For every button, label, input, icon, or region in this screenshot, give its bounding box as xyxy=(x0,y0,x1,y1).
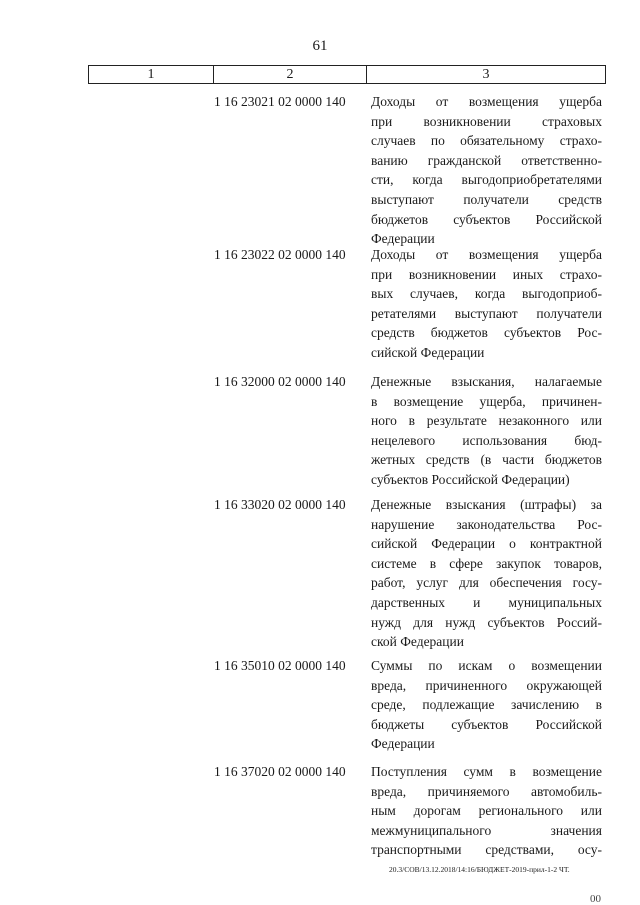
description-line: бюджетов субъектов Российской xyxy=(371,211,602,227)
page-number: 61 xyxy=(312,38,328,54)
description-line: Федерации xyxy=(371,231,435,247)
header-col-1: 1 xyxy=(89,66,214,83)
description-line: при возникновении иных страхо- xyxy=(371,266,602,282)
header-col-3: 3 xyxy=(482,66,490,82)
revenue-description xyxy=(371,372,602,490)
description-line: при возникновении страховых xyxy=(371,113,602,129)
description-line: среде, подлежащие зачислению в xyxy=(371,697,602,713)
description-line: субъектов Российской Федерации) xyxy=(371,471,570,487)
description-line: средств бюджетов субъектов Рос- xyxy=(371,325,602,341)
description-line: в возмещение ущерба, причинен- xyxy=(371,393,602,409)
header-col-2: 2 xyxy=(214,66,367,83)
description-line: вых случаев, когда выгодоприоб- xyxy=(371,286,602,302)
description-line: нужд для нужд субъектов Россий- xyxy=(371,614,602,630)
description-line: ретателями выступают получатели xyxy=(371,305,602,321)
description-line: Денежные взыскания, налагаемые xyxy=(371,374,602,389)
description-line: ным дорогам регионального или xyxy=(371,803,602,819)
description-line: ской Федерации xyxy=(371,634,464,650)
bottom-mark: 00 xyxy=(590,893,601,905)
budget-code: 1 16 33020 02 0000 140 xyxy=(214,497,346,512)
description-line: вреда, причиняемого автомобиль- xyxy=(371,783,602,799)
budget-code: 1 16 35010 02 0000 140 xyxy=(214,658,346,673)
description-line: вреда, причиненного окружающей xyxy=(371,677,602,693)
description-line: Федерации xyxy=(371,736,435,752)
budget-code: 1 16 23022 02 0000 140 xyxy=(214,247,346,262)
description-line: Денежные взыскания (штрафы) за xyxy=(371,497,602,512)
description-line: бюджеты субъектов Российской xyxy=(371,716,602,732)
description-line: дарственных и муниципальных xyxy=(371,594,602,610)
budget-code: 1 16 37020 02 0000 140 xyxy=(214,764,346,779)
description-line: нарушение законодательства Рос- xyxy=(371,516,602,532)
description-line: транспортными средствами, осу- xyxy=(371,842,602,858)
description-line: жетных средств (в части бюджетов xyxy=(371,452,602,468)
description-line: сти, когда выгодоприобретателями xyxy=(371,172,602,188)
description-line: системе в сфере закупок товаров, xyxy=(371,555,602,571)
revenue-description xyxy=(371,656,602,754)
budget-code: 1 16 23021 02 0000 140 xyxy=(214,94,346,109)
description-line: сийской Федерации о контрактной xyxy=(371,536,602,552)
description-line: выступают получатели средств xyxy=(371,191,602,207)
description-line: сийской Федерации xyxy=(371,344,485,360)
table-header xyxy=(88,65,606,84)
description-line: Доходы от возмещения ущерба xyxy=(371,94,602,109)
revenue-description xyxy=(371,762,602,860)
description-line: межмуниципального значения xyxy=(371,822,602,838)
description-line: Доходы от возмещения ущерба xyxy=(371,247,602,262)
description-line: Суммы по искам о возмещении xyxy=(371,658,602,673)
budget-code: 1 16 32000 02 0000 140 xyxy=(214,374,346,389)
description-line: Поступления сумм в возмещение xyxy=(371,764,602,779)
footer-note: 20.3/СОВ/13.12.2018/14:16/БЮДЖЕТ-2019-прил-1-2 ЧТ. xyxy=(389,865,570,874)
description-line: ного в результате незаконного или xyxy=(371,413,602,429)
revenue-description xyxy=(371,92,602,249)
description-line: ванию гражданской ответственно- xyxy=(371,152,602,168)
revenue-description xyxy=(371,495,602,652)
description-line: работ, услуг для обеспечения госу- xyxy=(371,575,602,591)
description-line: нецелевого использования бюд- xyxy=(371,432,602,448)
description-line: случаев по обязательному страхо- xyxy=(371,133,602,149)
revenue-description xyxy=(371,245,602,363)
